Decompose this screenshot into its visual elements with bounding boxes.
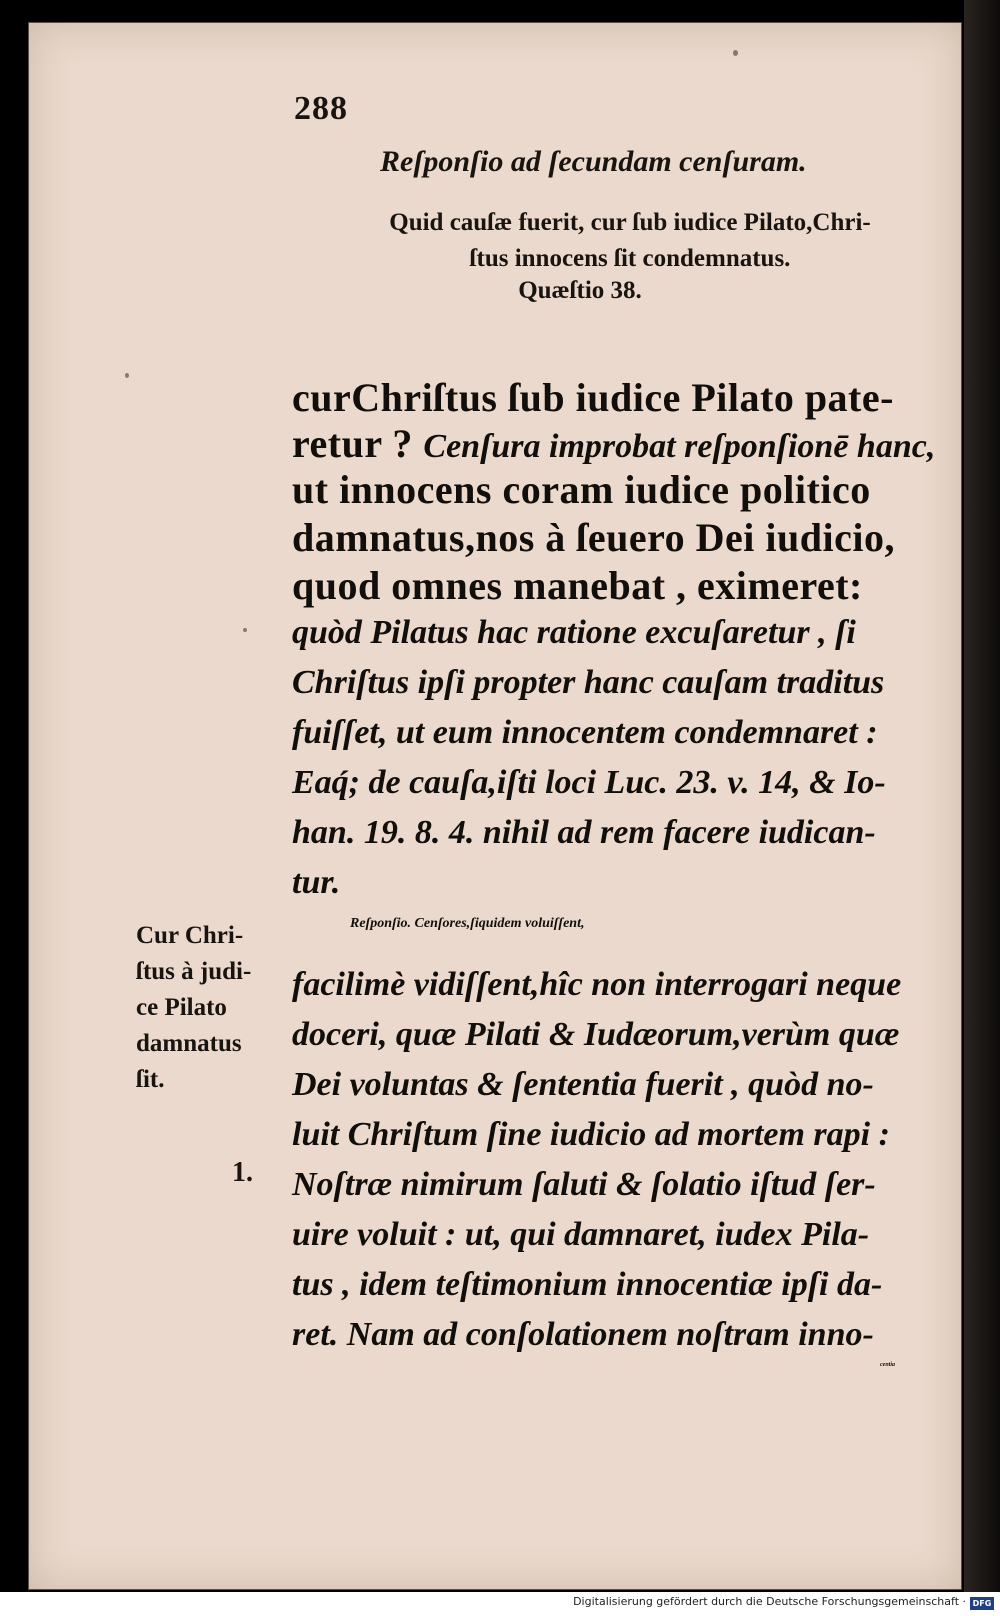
body-line: tur. xyxy=(292,864,341,901)
margin-note-line: ce Pilato xyxy=(136,994,227,1021)
page-number: 288 xyxy=(294,90,348,127)
margin-note xyxy=(136,918,251,1098)
body-line: centia xyxy=(880,1362,895,1368)
body-line: han. 19. 8. 4. nihil ad rem facere iudican- xyxy=(292,814,876,851)
margin-note-line: ſit. xyxy=(136,1066,165,1093)
body-line xyxy=(292,420,960,467)
body-line-roman: retur ? xyxy=(292,421,424,466)
body-line: Dei voluntas & ſententia fuerit , quòd no- xyxy=(292,1066,874,1103)
body-line: doceri, quæ Pilati & Iudæorum,verùm quæ xyxy=(292,1016,900,1053)
margin-note-line: damnatus xyxy=(136,1030,242,1057)
body-line: luit Chriſtum ſine iudicio ad mortem rapi : xyxy=(292,1116,890,1153)
body-line: Noſtræ nimirum ſaluti & ſolatio iſtud ſer- xyxy=(292,1166,876,1203)
body-line: Chriſtus ipſi propter hanc cauſam traditus xyxy=(292,664,885,701)
body-line: curChriſtus ſub iudice Pilato pate- xyxy=(292,375,894,420)
body-line-italic: Cenſura improbat reſponſionē hanc, xyxy=(423,428,936,465)
book-spine-edge xyxy=(964,0,1000,1592)
dfg-logo: DFG xyxy=(970,1597,994,1610)
body-line: quod omnes manebat , eximeret: xyxy=(292,563,863,608)
body-line: damnatus,nos à ſeuero Dei iudicio, xyxy=(292,515,895,560)
margin-note-line: ſtus à judi- xyxy=(136,958,252,985)
ink-speck xyxy=(125,373,129,378)
question-title-line: ſtus innocens ſit condemnatus. xyxy=(469,245,791,272)
margin-number: 1. xyxy=(232,1157,253,1188)
body-line: ret. Nam ad conſolationem noſtram inno- xyxy=(292,1316,874,1353)
body-line: facilimè vidiſſent,hîc non interrogari neque xyxy=(292,966,902,1003)
body-line: Eaq́; de cauſa,iſti loci Luc. 23. v. 14, & Io- xyxy=(292,764,886,801)
ink-speck xyxy=(733,50,738,56)
body-line: quòd Pilatus hac ratione excuſaretur , ſi xyxy=(292,614,856,651)
body-line: uire voluit : ut, qui damnaret, iudex Pila- xyxy=(292,1216,870,1253)
question-number: Quæſtio 38. xyxy=(518,277,642,304)
question-title-line: Quid cauſæ fuerit, cur ſub iudice Pilato,Chri- xyxy=(389,209,871,236)
body-line: tus , idem teſtimonium innocentiæ ipſi da- xyxy=(292,1266,883,1303)
footer-text: Digitalisierung gefördert durch die Deutsche Forschungsgemeinschaft · xyxy=(573,1595,966,1608)
running-head: Reſponſio ad ſecundam cenſuram. xyxy=(380,145,807,178)
body-line: Reſponſio. Cenſores,ſiquidem voluiſſent, xyxy=(350,916,585,931)
margin-note-line: Cur Chri- xyxy=(136,922,244,949)
body-line: ut innocens coram iudice politico xyxy=(292,467,871,512)
ink-speck xyxy=(243,628,247,632)
question-title xyxy=(300,205,960,277)
digitization-footer xyxy=(0,1592,1000,1616)
body-line: fuiſſet, ut eum innocentem condemnaret : xyxy=(292,714,878,751)
